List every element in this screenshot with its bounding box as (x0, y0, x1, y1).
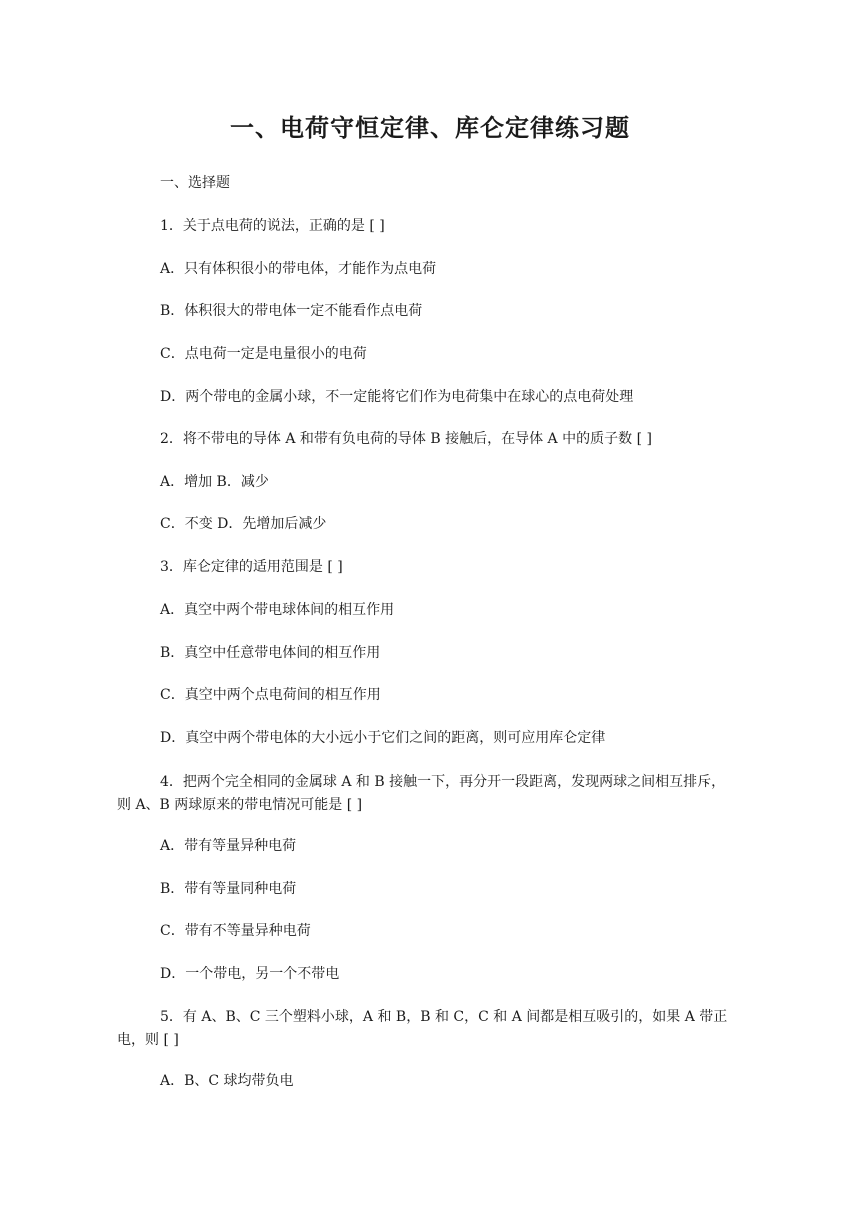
question-1-stem: 1．关于点电荷的说法，正确的是 [ ] (160, 218, 385, 234)
question-1-option-b: B．体积很大的带电体一定不能看作点电荷 (160, 303, 423, 319)
question-3-option-d: D．真空中两个带电体的大小远小于它们之间的距离，则可应用库仑定律 (160, 730, 606, 746)
question-3-option-a: A．真空中两个带电球体间的相互作用 (160, 602, 395, 618)
document-title: 一、电荷守恒定律、库仑定律练习题 (230, 114, 630, 142)
question-4-option-d: D．一个带电，另一个不带电 (160, 966, 340, 982)
question-4-option-c: C．带有不等量异种电荷 (160, 923, 311, 939)
section-heading: 一、选择题 (160, 175, 230, 191)
question-4-stem: 4．把两个完全相同的金属球 A 和 B 接触一下，再分开一段距离，发现两球之间相互排斥，则 A、B 两球原来的带电情况可能是 [ ] (117, 774, 726, 813)
question-4-option-a: A．带有等量异种电荷 (160, 838, 297, 854)
question-1-option-c: C．点电荷一定是电量很小的电荷 (160, 346, 367, 362)
question-3-stem: 3．库仑定律的适用范围是 [ ] (160, 559, 343, 575)
question-2-options-cd: C．不变 D．先增加后减少 (160, 516, 327, 532)
question-1-option-d: D．两个带电的金属小球，不一定能将它们作为电荷集中在球心的点电荷处理 (160, 389, 634, 405)
question-1-option-a: A．只有体积很小的带电体，才能作为点电荷 (160, 261, 437, 277)
question-5-option-a: A．B、C 球均带负电 (160, 1073, 294, 1089)
question-2-stem: 2．将不带电的导体 A 和带有负电荷的导体 B 接触后，在导体 A 中的质子数 [ ] (160, 431, 652, 447)
question-3-option-b: B．真空中任意带电体间的相互作用 (160, 645, 381, 661)
question-4-option-b: B．带有等量同种电荷 (160, 881, 297, 897)
question-3-option-c: C．真空中两个点电荷间的相互作用 (160, 687, 381, 703)
question-2-options-ab: A．增加 B．减少 (160, 474, 269, 490)
question-5-stem: 5．有 A、B、C 三个塑料小球，A 和 B，B 和 C，C 和 A 间都是相互吸引的，如果 A 带正电，则 [ ] (117, 1009, 728, 1048)
